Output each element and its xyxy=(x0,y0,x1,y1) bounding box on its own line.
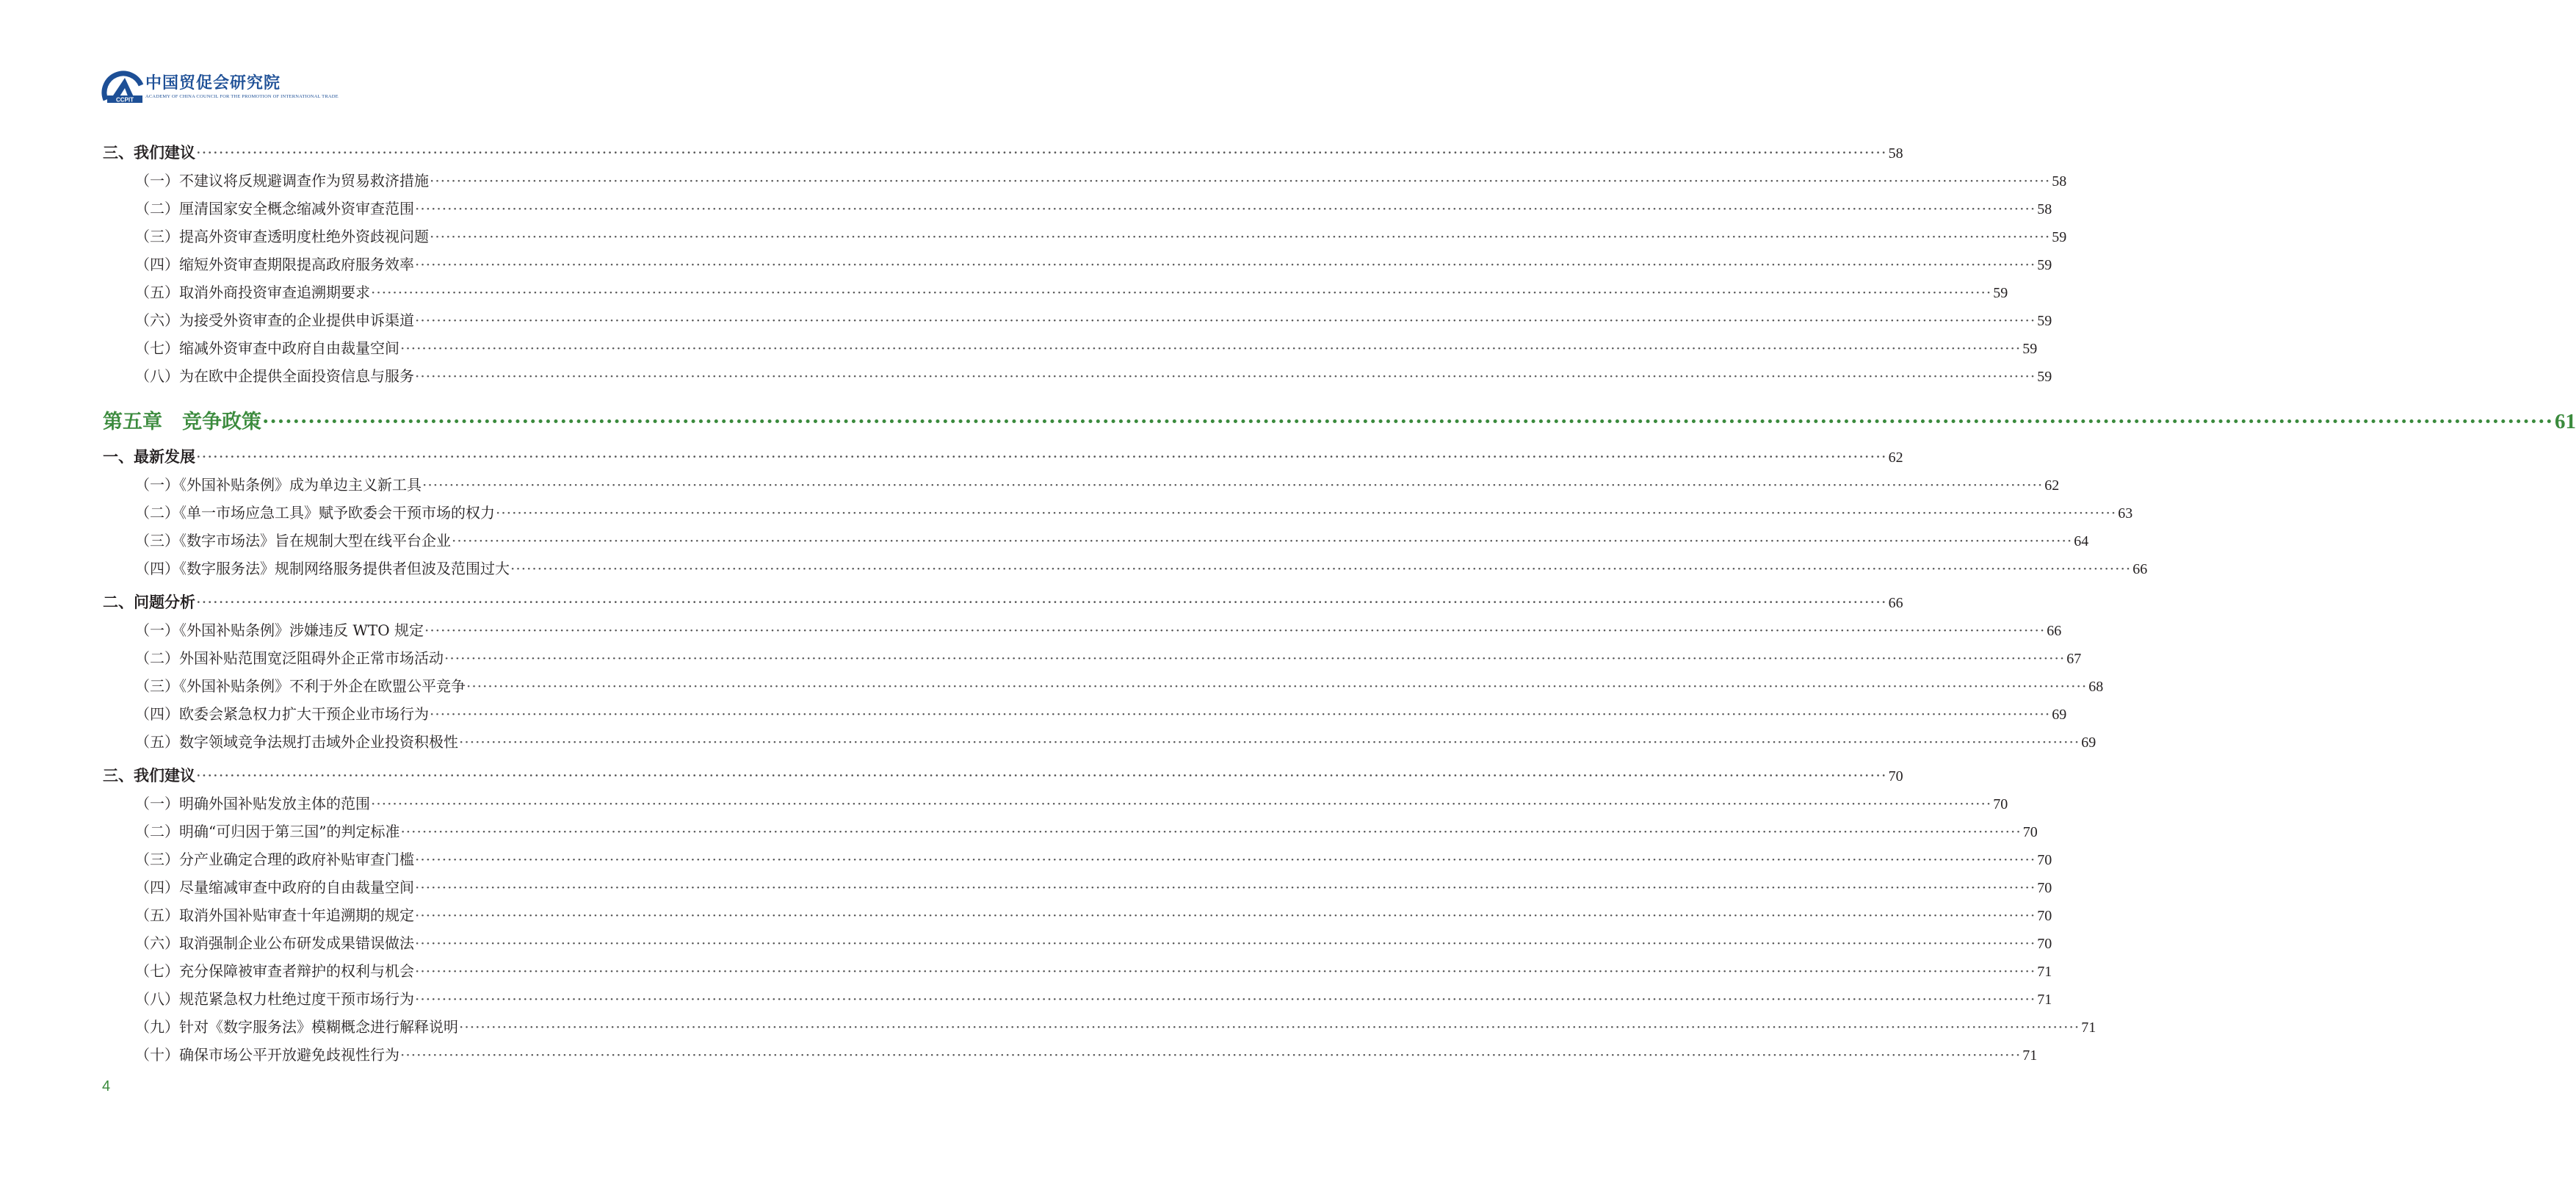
toc-entry-page: 59 xyxy=(2037,313,2052,329)
toc-sub-entry[interactable] xyxy=(135,792,2008,813)
toc-entry-page: 62 xyxy=(2044,477,2060,494)
toc-section-entry[interactable] xyxy=(103,764,1903,786)
toc-sub-entry[interactable] xyxy=(135,225,2067,246)
toc-leader-dots: ············································································································································································································································································································ xyxy=(400,1046,2022,1064)
toc-entry-title: （三）分产业确定合理的政府补贴审查门槛 xyxy=(135,851,414,868)
toc-leader-dots: ············································································································································································································································································································ xyxy=(196,144,1887,162)
toc-entry-title: （五）数字领域竞争法规打击域外企业投资积极性 xyxy=(135,733,458,751)
toc-entry-title: 三、我们建议 xyxy=(103,767,195,784)
toc-leader-dots: ············································································································································································································································································································ xyxy=(415,256,2036,273)
toc-section-entry[interactable] xyxy=(103,141,1903,163)
toc-entry-page: 64 xyxy=(2074,533,2089,549)
toc-entry-title: （二）明确“可归因于第三国”的判定标准 xyxy=(135,823,400,840)
toc-leader-dots: ············································································································································································································································································································ xyxy=(452,532,2073,549)
toc-leader-dots: ············································································································································································································································································································ xyxy=(422,476,2044,494)
toc-entry-title: 一、最新发展 xyxy=(103,448,195,466)
toc-entry-title: （八）为在欧中企提供全面投资信息与服务 xyxy=(135,367,414,385)
toc-entry-page: 59 xyxy=(2037,257,2052,273)
toc-leader-dots: ············································································································································································································································································································ xyxy=(415,990,2036,1008)
toc-leader-dots: ············································································································································································································································································································ xyxy=(400,339,2022,357)
toc-entry-page: 70 xyxy=(2037,880,2052,896)
toc-entry-page: 59 xyxy=(2052,229,2067,245)
toc-leader-dots: ············································································································································································································································································································ xyxy=(459,733,2080,751)
toc-leader-dots: ············································································································································································································································································································ xyxy=(415,878,2036,896)
toc-leader-dots: ············································································································································································································································································································ xyxy=(430,228,2051,245)
toc-sub-entry[interactable] xyxy=(135,730,2096,751)
toc-sub-entry[interactable] xyxy=(135,987,2052,1009)
toc-sub-entry[interactable] xyxy=(135,336,2038,358)
toc-leader-dots: ············································································································································································································································································································ xyxy=(415,200,2036,217)
toc-entry-title: 三、我们建议 xyxy=(103,144,195,162)
toc-leader-dots: ············································································································································································································································································································ xyxy=(196,594,1887,611)
toc-entry-title: （二）外国补贴范围宽泛阻碍外企正常市场活动 xyxy=(135,649,444,667)
toc-leader-dots: ············································································································································································································································································································ xyxy=(371,284,1992,301)
toc-sub-entry[interactable] xyxy=(135,473,2060,494)
toc-sub-entry[interactable] xyxy=(135,903,2052,925)
toc-entry-page: 70 xyxy=(2037,936,2052,952)
toc-entry-title: （四）欧委会紧急权力扩大干预企业市场行为 xyxy=(135,705,429,723)
toc-entry-title: 第五章 竞争政策 xyxy=(103,411,261,433)
toc-sub-entry[interactable] xyxy=(135,702,2067,724)
toc-entry-title: （七）缩减外资审查中政府自由裁量空间 xyxy=(135,339,399,357)
toc-entry-page: 58 xyxy=(1888,145,1903,162)
toc-entry-page: 59 xyxy=(2037,369,2052,385)
toc-entry-page: 70 xyxy=(1993,796,2008,812)
toc-leader-dots: ············································································································································································································································································································ xyxy=(196,448,1887,466)
toc-leader-dots: ············································································································································································································································································································ xyxy=(430,705,2051,723)
toc-entry-page: 68 xyxy=(2088,679,2104,695)
toc-section-entry[interactable] xyxy=(103,445,1903,467)
toc-leader-dots: ············································································································································································································································································································ xyxy=(415,934,2036,952)
toc-leader-dots: ············································································································································································································································································································ xyxy=(415,367,2036,385)
toc-sub-entry[interactable] xyxy=(135,169,2067,190)
toc-entry-title: （三）《外国补贴条例》不利于外企在欧盟公平竞争 xyxy=(135,677,466,695)
toc-leader-dots: ············································································································································································································································································································ xyxy=(430,172,2051,190)
toc-sub-entry[interactable] xyxy=(135,197,2052,218)
toc-entry-title: （五）取消外商投资审查追溯期要求 xyxy=(135,284,370,301)
toc-entry-page: 62 xyxy=(1888,450,1903,466)
toc-entry-title: 二、问题分析 xyxy=(103,594,195,611)
toc-sub-entry[interactable] xyxy=(135,876,2052,897)
toc-entry-title: （八）规范紧急权力杜绝过度干预市场行为 xyxy=(135,990,414,1008)
toc-leader-dots: ············································································································································································································································································································ xyxy=(415,851,2036,868)
toc-entry-title: （七）充分保障被审查者辩护的权利与机会 xyxy=(135,962,414,980)
toc-entry-page: 70 xyxy=(2022,824,2038,840)
toc-sub-entry[interactable] xyxy=(135,281,2008,302)
toc-sub-entry[interactable] xyxy=(135,646,2082,668)
toc-leader-dots: ············································································································································································································································································································ xyxy=(496,504,2117,522)
toc-entry-title: （四）尽量缩减审查中政府的自由裁量空间 xyxy=(135,878,414,896)
toc-leader-dots: ············································································································································································································································································································ xyxy=(424,621,2046,639)
toc-entry-title: （十）确保市场公平开放避免歧视性行为 xyxy=(135,1046,399,1064)
toc-leader-dots: ············································································································································································································································································································ xyxy=(510,560,2132,577)
toc-entry-page: 71 xyxy=(2022,1047,2038,1064)
toc-entry-title: （一）《外国补贴条例》涉嫌违反 WTO 规定 xyxy=(135,621,424,639)
toc-sub-entry[interactable] xyxy=(135,501,2133,522)
toc-sub-entry[interactable] xyxy=(135,364,2052,386)
toc-entry-title: （五）取消外国补贴审查十年追溯期的规定 xyxy=(135,906,414,924)
toc-leader-dots: ············································································································································································································································································································ xyxy=(262,411,2553,433)
org-name-cn: 中国贸促会研究院 xyxy=(145,74,281,93)
toc-entry-page: 70 xyxy=(1888,768,1903,784)
toc-entry-page: 70 xyxy=(2037,852,2052,868)
page-number: 4 xyxy=(102,1078,111,1094)
toc-leader-dots: ············································································································································································································································································································ xyxy=(196,767,1887,784)
toc-entry-title: （九）针对《数字服务法》模糊概念进行解释说明 xyxy=(135,1018,458,1036)
toc-leader-dots: ············································································································································································································································································································ xyxy=(415,906,2036,924)
toc-sub-entry[interactable] xyxy=(135,529,2089,550)
toc-entry-page: 69 xyxy=(2052,707,2067,723)
toc-sub-entry[interactable] xyxy=(135,1043,2038,1064)
toc-entry-title: （四）《数字服务法》规制网络服务提供者但波及范围过大 xyxy=(135,560,510,577)
toc-sub-entry[interactable] xyxy=(135,931,2052,953)
toc-section-entry[interactable] xyxy=(103,591,1903,613)
toc-chapter-entry[interactable] xyxy=(103,405,2576,434)
toc-entry-title: （六）取消强制企业公布研发成果错误做法 xyxy=(135,934,414,952)
toc-leader-dots: ············································································································································································································································································································ xyxy=(459,1018,2080,1036)
toc-sub-entry[interactable] xyxy=(135,959,2052,981)
toc-entry-page: 58 xyxy=(2052,173,2067,190)
toc-sub-entry[interactable] xyxy=(135,618,2062,640)
toc-entry-page: 66 xyxy=(2132,561,2148,577)
toc-entry-page: 66 xyxy=(1888,595,1903,611)
toc-leader-dots: ············································································································································································································································································································ xyxy=(400,823,2022,840)
toc-entry-page: 71 xyxy=(2037,992,2052,1008)
toc-entry-page: 71 xyxy=(2081,1020,2096,1036)
toc-entry-title: （一）不建议将反规避调查作为贸易救济措施 xyxy=(135,172,429,190)
toc-entry-title: （二）《单一市场应急工具》赋予欧委会干预市场的权力 xyxy=(135,504,495,522)
toc-entry-page: 58 xyxy=(2037,201,2052,217)
toc-sub-entry[interactable] xyxy=(135,674,2104,696)
toc-sub-entry[interactable] xyxy=(135,557,2148,578)
toc-leader-dots: ············································································································································································································································································································ xyxy=(444,649,2066,667)
toc-entry-title: （三）提高外资审查透明度杜绝外资歧视问题 xyxy=(135,228,429,245)
logo-text: CCPIT xyxy=(116,96,134,104)
toc-sub-entry[interactable] xyxy=(135,309,2052,330)
toc-leader-dots: ············································································································································································································································································································ xyxy=(466,677,2088,695)
toc-entry-page: 71 xyxy=(2037,964,2052,980)
toc-leader-dots: ············································································································································································································································································································ xyxy=(371,795,1992,812)
toc-entry-title: （一）《外国补贴条例》成为单边主义新工具 xyxy=(135,476,422,494)
toc-leader-dots: ············································································································································································································································································································ xyxy=(415,311,2036,329)
toc-sub-entry[interactable] xyxy=(135,820,2038,841)
toc-entry-page: 59 xyxy=(1993,285,2008,301)
toc-leader-dots: ············································································································································································································································································································ xyxy=(415,962,2036,980)
org-name-en: ACADEMY OF CHINA COUNCIL FOR THE PROMOTION OF INTERNATIONAL TRADE xyxy=(145,94,339,99)
toc-entry-title: （四）缩短外资审查期限提高政府服务效率 xyxy=(135,256,414,273)
toc-entry-page: 70 xyxy=(2037,908,2052,924)
toc-entry-page: 67 xyxy=(2066,651,2082,667)
toc-entry-page: 61 xyxy=(2554,410,2576,433)
toc-entry-page: 63 xyxy=(2118,505,2133,522)
toc-entry-page: 66 xyxy=(2047,623,2062,639)
toc-sub-entry[interactable] xyxy=(135,848,2052,869)
toc-sub-entry[interactable] xyxy=(135,1015,2096,1036)
toc-entry-title: （六）为接受外资审查的企业提供申诉渠道 xyxy=(135,311,414,329)
toc-entry-page: 69 xyxy=(2081,735,2096,751)
toc-entry-title: （一）明确外国补贴发放主体的范围 xyxy=(135,795,370,812)
toc-entry-title: （三）《数字市场法》旨在规制大型在线平台企业 xyxy=(135,532,451,549)
toc-entry-title: （二）厘清国家安全概念缩减外资审查范围 xyxy=(135,200,414,217)
toc-entry-page: 59 xyxy=(2022,341,2038,357)
toc-sub-entry[interactable] xyxy=(135,253,2052,274)
